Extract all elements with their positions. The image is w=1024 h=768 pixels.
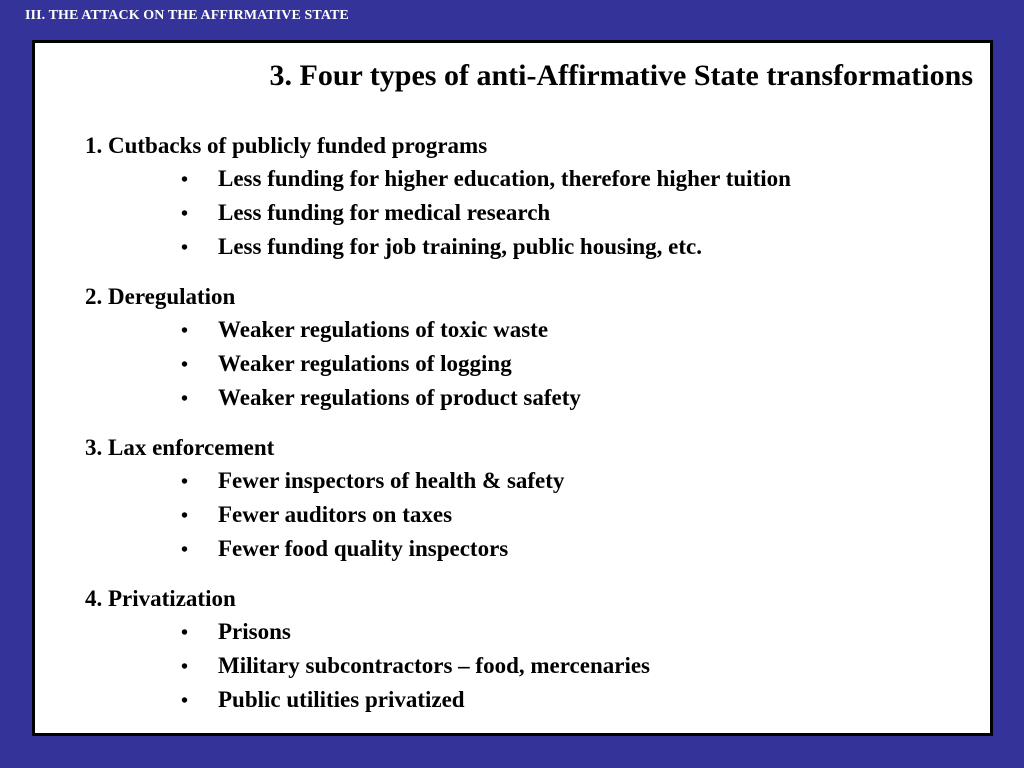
section-deregulation [85, 282, 965, 417]
bullet-text: Weaker regulations of logging [218, 351, 512, 376]
section-heading: 1. Cutbacks of publicly funded programs [85, 133, 488, 158]
section-cutbacks [85, 131, 965, 266]
bullet-point-icon: • [180, 203, 188, 225]
bullet-text: Military subcontractors – food, mercenaries [218, 653, 651, 678]
bullet-point-icon: • [180, 539, 188, 561]
section-privatization [85, 584, 965, 719]
bullet-item [85, 534, 965, 568]
bullet-text: Fewer auditors on taxes [218, 502, 453, 527]
bullet-item [85, 466, 965, 500]
bullet-point-icon: • [180, 388, 188, 410]
bullet-point-icon: • [180, 320, 188, 342]
bullet-item [85, 685, 965, 719]
bullet-point-icon: • [180, 471, 188, 493]
bullet-text: Weaker regulations of product safety [218, 385, 581, 410]
bullet-text: Less funding for job training, public housing, etc. [218, 234, 702, 259]
bullet-text: Fewer food quality inspectors [218, 536, 509, 561]
bullet-point-icon: • [180, 237, 188, 259]
bullet-point-icon: • [180, 505, 188, 527]
section-header-label: III. THE ATTACK ON THE AFFIRMATIVE STATE [25, 8, 349, 23]
bullet-point-icon: • [180, 622, 188, 644]
bullet-text: Public utilities privatized [218, 687, 465, 712]
bullet-item [85, 315, 965, 349]
bullet-item [85, 383, 965, 417]
bullet-list [85, 617, 965, 719]
bullet-text: Less funding for higher education, therefore higher tuition [218, 166, 791, 191]
slide-body [85, 131, 965, 735]
section-heading: 3. Lax enforcement [85, 435, 275, 460]
section-heading: 4. Privatization [85, 586, 236, 611]
slide-content-panel [32, 40, 993, 736]
bullet-text: Fewer inspectors of health & safety [218, 468, 565, 493]
bullet-text: Prisons [218, 619, 291, 644]
bullet-point-icon: • [180, 690, 188, 712]
bullet-list [85, 466, 965, 568]
bullet-item [85, 651, 965, 685]
section-lax-enforcement [85, 433, 965, 568]
bullet-item [85, 198, 965, 232]
slide-title: 3. Four types of anti-Affirmative State transformations [269, 59, 973, 92]
bullet-point-icon: • [180, 656, 188, 678]
bullet-list [85, 164, 965, 266]
bullet-item [85, 617, 965, 651]
bullet-point-icon: • [180, 354, 188, 376]
bullet-text: Weaker regulations of toxic waste [218, 317, 549, 342]
bullet-text: Less funding for medical research [218, 200, 551, 225]
bullet-item [85, 232, 965, 266]
bullet-item [85, 164, 965, 198]
bullet-item [85, 349, 965, 383]
section-heading: 2. Deregulation [85, 284, 236, 309]
bullet-item [85, 500, 965, 534]
bullet-point-icon: • [180, 169, 188, 191]
bullet-list [85, 315, 965, 417]
